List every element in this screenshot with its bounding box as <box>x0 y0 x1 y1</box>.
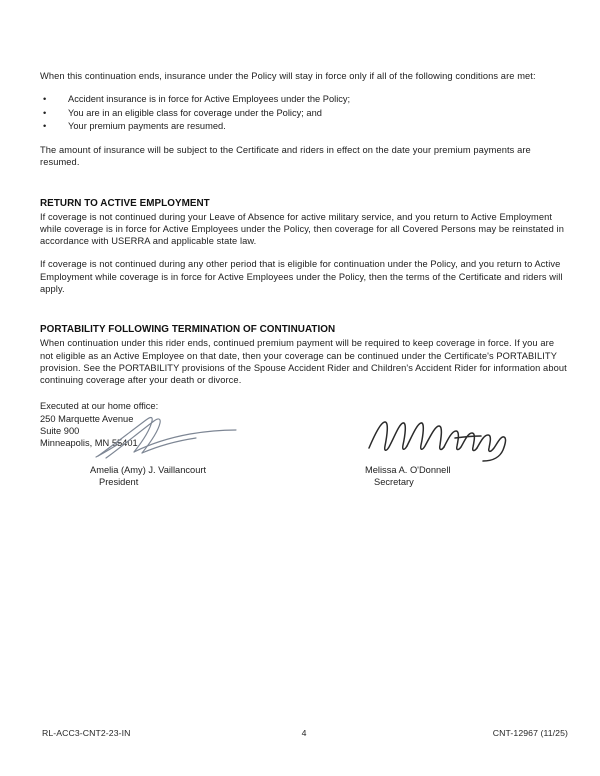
execution-line-2: 250 Marquette Avenue <box>40 413 134 424</box>
signature-block-president <box>90 412 340 488</box>
document-body <box>40 70 568 449</box>
signature-image-vaillancourt <box>90 412 340 464</box>
footer-page-number: 4 <box>301 728 307 738</box>
execution-line-1: Executed at our home office: <box>40 401 159 412</box>
list-item-text: Accident insurance is in force for Active Employees under the Policy; <box>68 94 351 105</box>
heading-return-to-active-employment: RETURN TO ACTIVE EMPLOYMENT <box>40 197 210 209</box>
signature-image-odonnell <box>365 412 600 464</box>
amount-of-insurance-paragraph: The amount of insurance will be subject to the Certificate and riders in effect on the date your premium payments are resumed. <box>40 144 531 168</box>
signer-name: Melissa A. O'Donnell <box>365 465 451 475</box>
section-spacer <box>40 306 568 313</box>
signer-title: President <box>99 477 139 488</box>
conditions-bullet-list <box>40 93 568 133</box>
return-to-active-employment-paragraph-1: If coverage is not continued during your Leave of Absence for active military service, and you return to Active Employment while coverage is in force for Active Employees under the Policy, then coverage for all Covered Persons may be reinstated in accordance with USERRA and applicable state law. <box>40 211 564 247</box>
list-item-text: You are in an eligible class for coverage under the Policy; and <box>68 107 322 118</box>
signature-caption-secretary <box>365 464 600 488</box>
portability-paragraph-1: When continuation under this rider ends, continued premium payment will be required to keep coverage in force. If you are not eligible as an Active Employee on that date, then your coverage can be continued under the Certificate's PORTABILITY provision. See the PORTABILITY provisions of the Spouse Accident Rider and Children's Accident Rider for information about continuing coverage after your death or divorce. <box>40 338 567 386</box>
execution-line-4: Minneapolis, MN 55401 <box>40 437 138 448</box>
signature-area <box>40 412 568 512</box>
list-item <box>40 93 568 106</box>
signature-block-secretary <box>365 412 600 488</box>
footer-document-code: CNT-12967 (11/25) <box>492 728 568 738</box>
list-item <box>40 107 568 120</box>
heading-portability-following-termination: PORTABILITY FOLLOWING TERMINATION OF CONTINUATION <box>40 324 336 336</box>
signer-name: Amelia (Amy) J. Vaillancourt <box>90 465 207 475</box>
list-item-text: Your premium payments are resumed. <box>68 120 226 131</box>
footer-form-number: RL-ACC3-CNT2-23-IN <box>42 728 131 738</box>
list-item <box>40 120 568 133</box>
section-spacer <box>40 180 568 187</box>
bullet-icon: • <box>43 94 47 105</box>
lead-paragraph: When this continuation ends, insurance under the Policy will stay in force only if all of the following conditions are met: <box>40 71 536 81</box>
return-to-active-employment-paragraph-2: If coverage is not continued during any other period that is eligible for continuation under the Policy, and you return to Active Employment while coverage is in force for Active Employees under the Policy, then the terms of the Certificate and riders will apply. <box>40 259 563 294</box>
bullet-icon: • <box>43 107 47 118</box>
signature-caption-president <box>90 464 340 488</box>
execution-line-3: Suite 900 <box>40 425 80 436</box>
page-footer <box>40 728 568 742</box>
signer-title: Secretary <box>374 477 414 488</box>
bullet-icon: • <box>43 120 47 131</box>
